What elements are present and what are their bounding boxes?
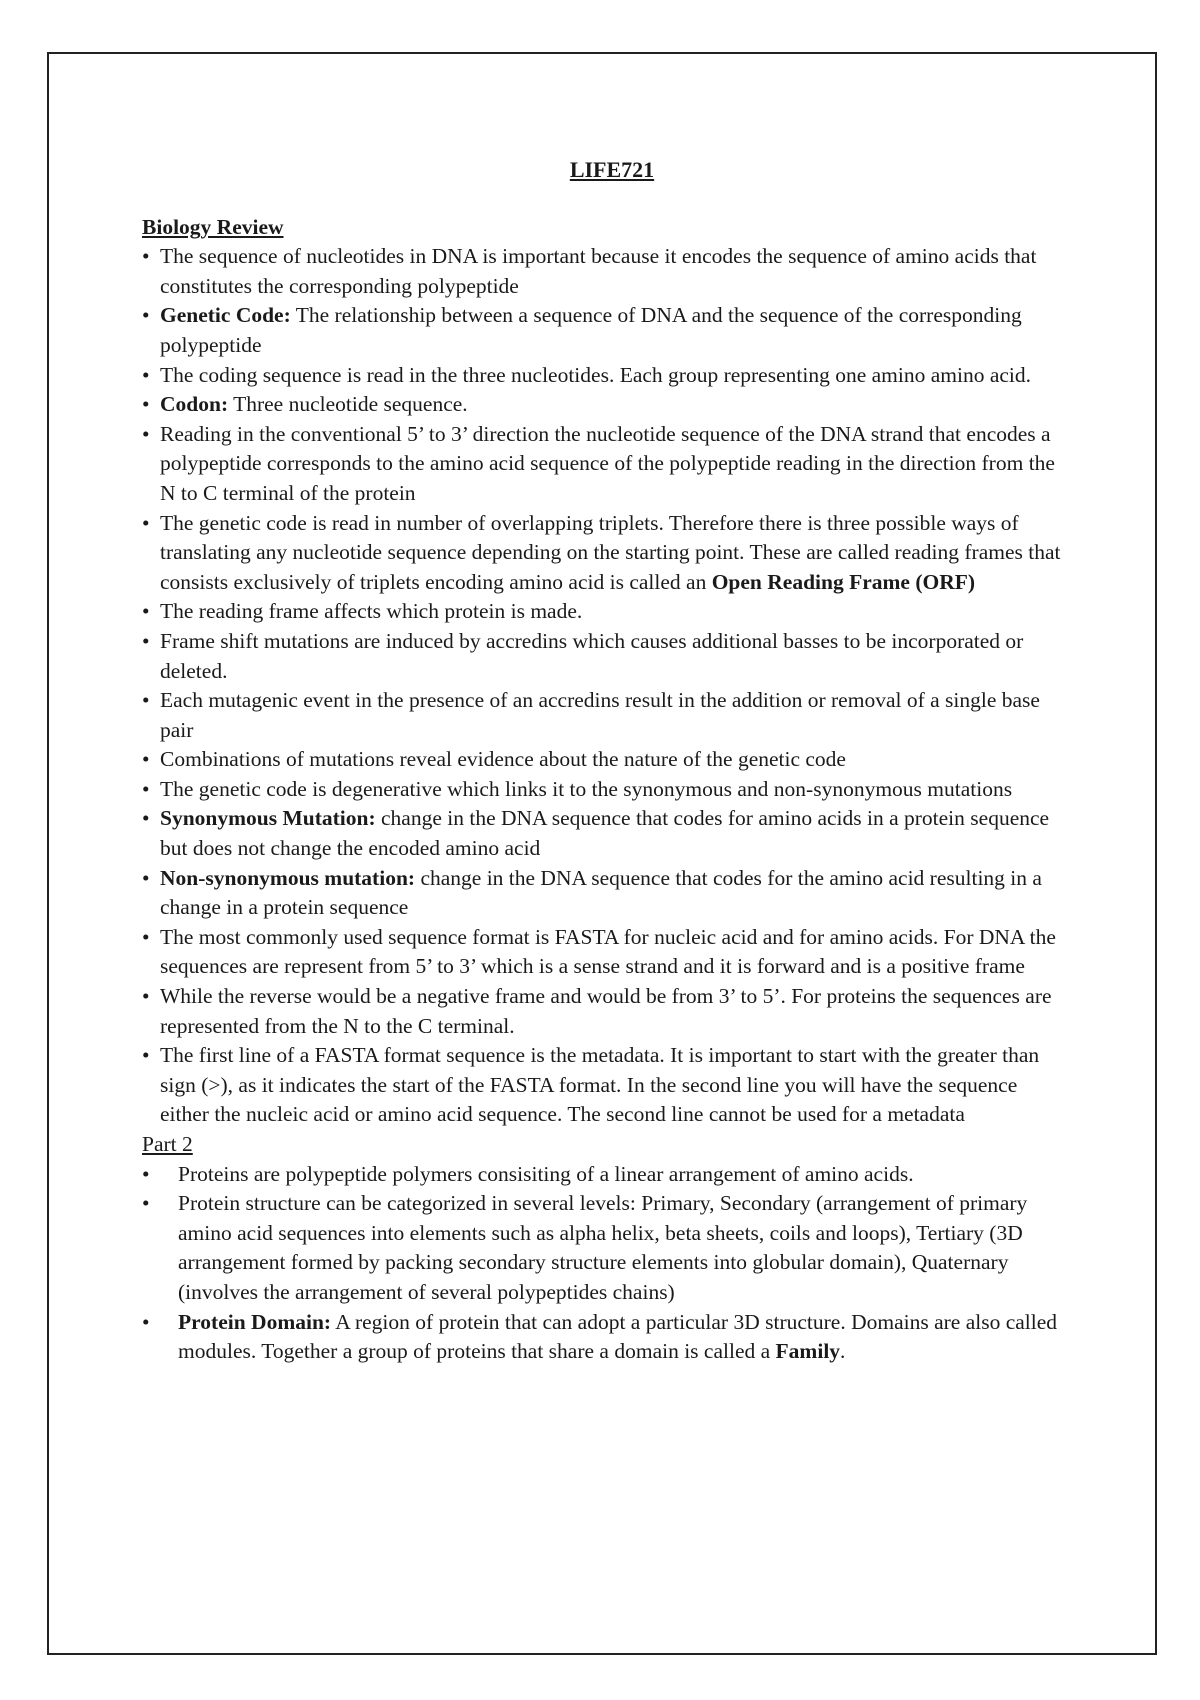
list-item	[142, 1160, 1062, 1190]
list-item	[142, 1041, 1062, 1130]
list-item	[142, 745, 1062, 775]
list-item	[142, 923, 1062, 982]
list-item	[142, 242, 1062, 301]
section-heading-biology-review: Biology Review	[142, 214, 284, 239]
item-text: The genetic code is read in number of overlapping triplets. Therefore there is three possible ways of translating any nucleotide sequence depending on the starting point. These are called reading frames that consists exclusively of triplets encoding amino acid is called an	[160, 510, 1061, 594]
list-item	[142, 1308, 1062, 1367]
list-item	[142, 597, 1062, 627]
item-text: While the reverse would be a negative frame and would be from 3’ to 5’. For proteins the sequences are represented from the N to the C terminal.	[160, 984, 1052, 1038]
item-text: change in the DNA sequence that codes for the amino acid resulting in a change in a protein sequence	[160, 865, 1042, 920]
list-item	[142, 361, 1062, 391]
item-text: Reading in the conventional 5’ to 3’ direction the nucleotide sequence of the DNA strand that encodes a polypeptide corresponds to the amino acid sequence of the polypeptide reading in the direction from the N to C terminal of the protein	[160, 421, 1055, 505]
list-item	[142, 627, 1062, 686]
item-text: The first line of a FASTA format sequence is the metadata. It is important to start with the greater than sign (>), as it indicates the start of the FASTA format. In the second line you will have the sequence either the nucleic acid or amino acid sequence. The second line cannot be used for a metadata	[160, 1043, 1040, 1127]
item-text: A region of protein that can adopt a particular 3D structure. Domains are also called modules. Together a group of proteins that share a domain is called a	[178, 1309, 1058, 1364]
bold-term: Family	[775, 1339, 841, 1364]
bold-term: Genetic Code:	[160, 303, 291, 328]
bold-term: Codon:	[160, 392, 229, 417]
item-text: The most commonly used sequence format is FASTA for nucleic acid and for amino acids. For DNA the sequences are represent from 5’ to 3’ which is a sense strand and it is forward and is a positive frame	[160, 924, 1056, 979]
list-item	[142, 686, 1062, 745]
document-title: LIFE721	[569, 157, 655, 182]
part-2-list	[142, 1160, 1062, 1367]
item-text: The reading frame affects which protein is made.	[160, 599, 583, 624]
biology-review-list	[142, 242, 1062, 1130]
item-text: Each mutagenic event in the presence of an accredins result in the addition or removal of a single base pair	[160, 688, 1040, 742]
item-text: The coding sequence is read in the three nucleotides. Each group representing one amino amino acid.	[160, 362, 1032, 387]
bold-term: Open Reading Frame (ORF)	[711, 569, 976, 594]
list-item	[142, 804, 1062, 863]
item-text: change in the DNA sequence that codes for amino acids in a protein sequence but does not change the encoded amino acid	[160, 806, 1050, 861]
bold-term: Non-synonymous mutation:	[160, 865, 416, 890]
item-text: .	[840, 1339, 846, 1364]
item-text: The genetic code is degenerative which links it to the synonymous and non-synonymous mutations	[160, 776, 1013, 801]
document-content	[142, 155, 1062, 1367]
item-text: The sequence of nucleotides in DNA is important because it encodes the sequence of amino acids that constitutes the corresponding polypeptide	[160, 244, 1037, 298]
item-text: Three nucleotide sequence.	[228, 392, 468, 417]
list-item	[142, 390, 1062, 420]
list-item	[142, 864, 1062, 923]
bold-term: Protein Domain:	[178, 1309, 332, 1334]
list-item	[142, 301, 1062, 360]
list-item	[142, 1189, 1062, 1307]
item-text: Combinations of mutations reveal evidence about the nature of the genetic code	[160, 747, 846, 772]
list-item	[142, 982, 1062, 1041]
item-text: Proteins are polypeptide polymers consisiting of a linear arrangement of amino acids.	[178, 1161, 914, 1186]
section-heading-part-2: Part 2	[142, 1132, 193, 1156]
list-item	[142, 420, 1062, 509]
item-text: Protein structure can be categorized in several levels: Primary, Secondary (arrangement of primary amino acid sequences into elements such as alpha helix, beta sheets, coils and loops), Tertiary (3D arrangement formed by packing secondary structure elements into globular domain), Quaternary (involves the arrangement of several polypeptides chains)	[178, 1191, 1028, 1304]
list-item	[142, 775, 1062, 805]
item-text: The relationship between a sequence of DNA and the sequence of the corresponding polypeptide	[160, 303, 1022, 357]
item-text: Frame shift mutations are induced by accredins which causes additional basses to be incorporated or deleted.	[160, 628, 1024, 683]
list-item	[142, 509, 1062, 598]
bold-term: Synonymous Mutation:	[160, 806, 376, 831]
